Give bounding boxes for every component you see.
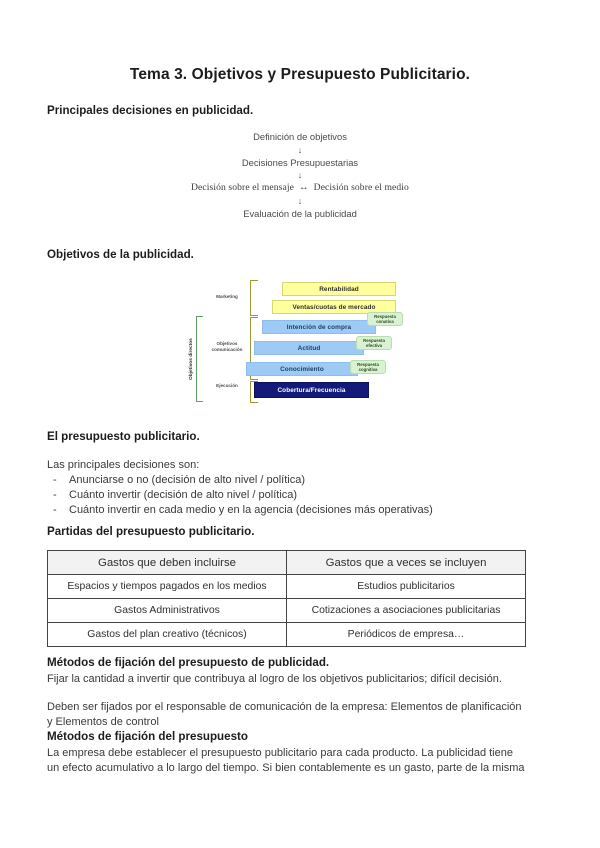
objectives-pyramid-diagram [184, 270, 416, 410]
diagram-label-ejecucion: Ejecución [216, 383, 238, 388]
gastos-table [47, 550, 526, 647]
diagram-callout-respuesta-cognitiva: Respuesta cognitiva [350, 360, 386, 374]
diagram-brace-marketing [250, 280, 258, 316]
heading-principales-decisiones: Principales decisiones en publicidad. [47, 104, 254, 117]
metodos-p3-line-1: La empresa debe establecer el presupuesto publicitario para cada producto. La publicidad tiene [47, 747, 513, 759]
table-row [48, 623, 526, 647]
list-bullet-dash: - [53, 504, 57, 516]
heading-partidas-presupuesto: Partidas del presupuesto publicitario. [47, 525, 255, 538]
table-cell: Estudios publicitarios [287, 575, 526, 599]
metodos-paragraph-2 [47, 700, 557, 729]
diagram-bar-intencion-compra: Intención de compra [262, 320, 376, 334]
metodos-p2-line-2: y Elementos de control [47, 715, 159, 728]
metodos-p3-line-2: un efecto acumulativo a lo largo del tiempo. Si bien contablemente es un gasto, parte de la misma [47, 761, 525, 774]
flow-step-evaluacion-publicidad: Evaluación de la publicidad [243, 207, 357, 219]
flow-arrow-down-1: ↓ [297, 144, 303, 155]
metodos-p2-line-1: Deben ser fijados por el responsable de comunicación de la empresa: Elementos de planificación [47, 701, 522, 713]
diagram-bar-cobertura-frecuencia: Cobertura/Frecuencia [254, 382, 369, 398]
diagram-brace-objetivos-directos [196, 316, 203, 402]
diagram-label-objetivos-directos: Objetivos directos [189, 338, 194, 380]
table-cell: Gastos Administrativos [48, 599, 287, 623]
flow-arrow-down-2: ↓ [297, 170, 303, 181]
decision-flowchart [0, 130, 600, 220]
diagram-bar-rentabilidad: Rentabilidad [282, 282, 396, 296]
diagram-callout-respuesta-conativa: Respuesta conativa [367, 312, 403, 326]
diagram-bar-conocimiento: Conocimiento [246, 362, 358, 376]
flow-step-mensaje-medio [0, 181, 600, 195]
heading-presupuesto-publicitario: El presupuesto publicitario. [47, 430, 200, 443]
flow-arrow-down-3: ↓ [297, 195, 303, 206]
list-item-label: Anunciarse o no (decisión de alto nivel / política) [69, 474, 306, 486]
diagram-label-objetivos-comunicacion: Objetivos comunicación [211, 341, 243, 352]
list-item [47, 503, 433, 518]
table-cell: Gastos del plan creativo (técnicos) [48, 623, 287, 647]
flow-step-definicion-objetivos: Definición de objetivos [253, 131, 347, 142]
table-cell: Espacios y tiempos pagados en los medios [48, 575, 287, 599]
table-header-gastos-incluirse: Gastos que deben incluirse [48, 551, 287, 575]
list-bullet-dash: - [53, 489, 57, 501]
page-title: Tema 3. Objetivos y Presupuesto Publicitario. [129, 66, 471, 83]
flow-step-decision-mensaje: Decisión sobre el mensaje [191, 182, 294, 194]
heading-metodos-fijacion-2: Métodos de fijación del presupuesto [47, 730, 248, 743]
table-row [48, 575, 526, 599]
metodos-line-1: Fijar la cantidad a invertir que contribuya al logro de los objetivos publicitarios; difícil decisión. [47, 673, 502, 685]
heading-objetivos-publicidad: Objetivos de la publicidad. [47, 248, 194, 261]
table-row [48, 599, 526, 623]
table-cell: Cotizaciones a asociaciones publicitarias [287, 599, 526, 623]
diagram-bar-actitud: Actitud [254, 341, 364, 355]
list-item-label: Cuánto invertir (decisión de alto nivel / política) [69, 489, 298, 501]
list-item [47, 488, 433, 503]
heading-metodos-fijacion: Métodos de fijación del presupuesto de publicidad. [47, 656, 330, 669]
list-item [47, 473, 433, 488]
presupuesto-intro: Las principales decisiones son: [47, 459, 200, 471]
metodos-paragraph-3 [47, 746, 562, 775]
flow-step-decision-medio: Decisión sobre el medio [313, 182, 409, 194]
list-item-label: Cuánto invertir en cada medio y en la agencia (decisiones más operativas) [69, 504, 433, 516]
diagram-callout-respuesta-efectiva: Respuesta efectiva [356, 336, 392, 350]
flow-arrow-bidirectional: ↔ [298, 182, 309, 194]
table-header-row [48, 551, 526, 575]
table-header-gastos-a-veces: Gastos que a veces se incluyen [287, 551, 526, 575]
list-bullet-dash: - [53, 474, 57, 486]
diagram-bar-ventas-cuotas: Ventas/cuotas de mercado [272, 300, 396, 314]
diagram-label-marketing: Marketing [216, 294, 238, 299]
table-cell: Periódicos de empresa… [287, 623, 526, 647]
presupuesto-decisions-list [47, 473, 433, 518]
flow-step-decisiones-presupuestarias: Decisiones Presupuestarias [241, 156, 359, 168]
